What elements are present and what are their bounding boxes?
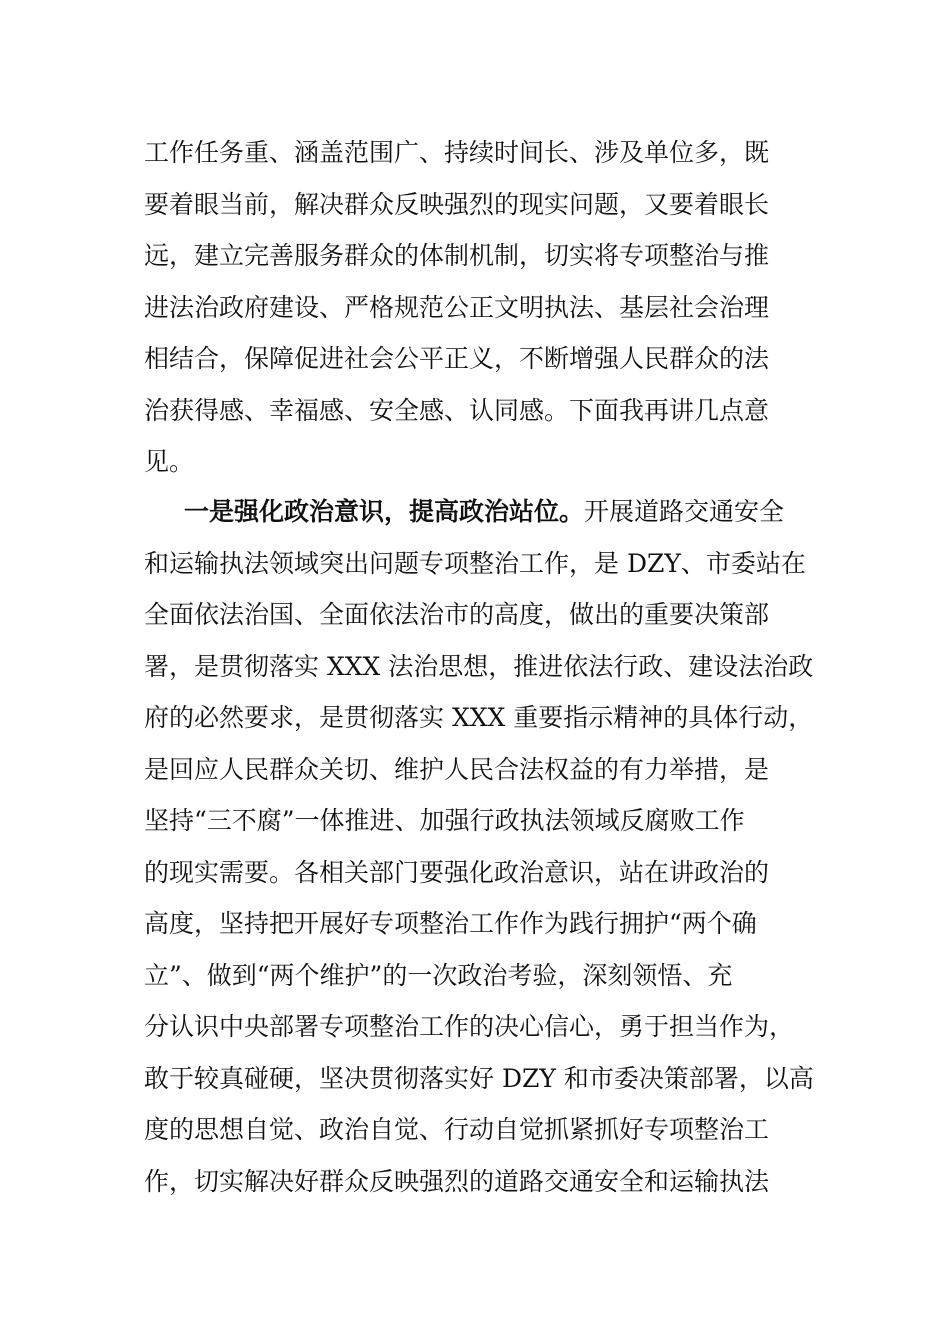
text-line: 敢于较真碰硬，坚决贯彻落实好 DZY 和市委决策部署，以高: [144, 1063, 814, 1093]
text-line: 度的思想自觉、政治自觉、行动自觉抓紧抓好专项整治工: [144, 1115, 770, 1144]
text-line: 和运输执法领域突出问题专项整治工作，是 DZY、市委站在: [144, 548, 806, 578]
text-line: 见。: [144, 447, 195, 476]
text-line: 要着眼当前，解决群众反映强烈的现实问题，又要着眼长: [144, 189, 770, 219]
text-line: 署，是贯彻落实 XXX 法治思想，推进依法行政、建设法治政: [144, 651, 814, 681]
paragraph-intro: [144, 127, 812, 488]
text-line-first: [144, 486, 812, 538]
text-line: 分认识中央部署专项整治工作的决心信心，勇于担当作为，: [144, 1012, 795, 1041]
text-line: 全面依法治国、全面依法治市的高度，做出的重要决策部: [144, 600, 770, 629]
section-heading: 一是强化政治意识，提高政治站位。: [184, 497, 585, 526]
text-line: 相结合，保障促进社会公平正义，不断增强人民群众的法: [144, 344, 770, 373]
text-line: 府的必然要求，是贯彻落实 XXX 重要指示精神的具体行动，: [144, 703, 814, 732]
text-line: 进法治政府建设、严格规范公正文明执法、基层社会治理: [144, 292, 770, 322]
heading-continuation: 开展道路交通安全: [584, 497, 785, 526]
text-line: 的现实需要。各相关部门要强化政治意识，站在讲政治的: [144, 857, 770, 887]
text-line: 坚持“三不腐”一体推进、加强行政执法领域反腐败工作: [144, 806, 745, 835]
text-line: 是回应人民群众关切、维护人民合法权益的有力举措，是: [144, 754, 770, 784]
text-line: 高度，坚持把开展好专项整治工作作为践行拥护“两个确: [144, 909, 757, 938]
text-line: 治获得感、幸福感、安全感、认同感。下面我再讲几点意: [144, 395, 770, 425]
paragraph-political-awareness: [144, 486, 812, 1207]
text-line: 远，建立完善服务群众的体制机制，切实将专项整治与推: [144, 241, 770, 270]
text-line: 工作任务重、涵盖范围广、持续时间长、涉及单位多，既: [144, 138, 770, 167]
text-line: 作，切实解决好群众反映强烈的道路交通安全和运输执法: [144, 1166, 770, 1196]
text-line: 立”、做到“两个维护”的一次政治考验，深刻领悟、充: [144, 960, 733, 990]
